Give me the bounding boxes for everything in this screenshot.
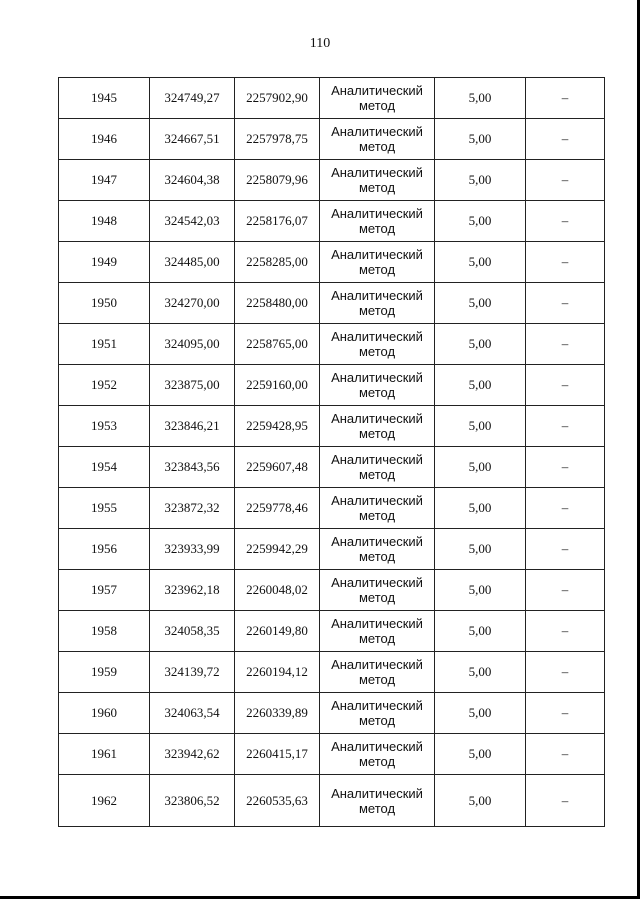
- x-coordinate-cell: 324604,38: [150, 160, 235, 201]
- y-coordinate-cell: 2259778,46: [235, 488, 320, 529]
- y-coordinate-cell: 2258765,00: [235, 324, 320, 365]
- accuracy-cell: 5,00: [435, 365, 526, 406]
- accuracy-cell: 5,00: [435, 529, 526, 570]
- x-coordinate-cell: 324542,03: [150, 201, 235, 242]
- y-coordinate-cell: 2259942,29: [235, 529, 320, 570]
- note-cell: –: [526, 775, 605, 827]
- x-coordinate-cell: 323846,21: [150, 406, 235, 447]
- y-coordinate-cell: 2260415,17: [235, 734, 320, 775]
- x-coordinate-cell: 324095,00: [150, 324, 235, 365]
- table-row: [59, 570, 605, 611]
- accuracy-cell: 5,00: [435, 652, 526, 693]
- method-cell: Аналитический метод: [320, 78, 435, 119]
- method-cell: Аналитический метод: [320, 611, 435, 652]
- note-cell: –: [526, 693, 605, 734]
- note-cell: –: [526, 78, 605, 119]
- table-row: [59, 488, 605, 529]
- note-cell: –: [526, 570, 605, 611]
- point-number-cell: 1945: [59, 78, 150, 119]
- note-cell: –: [526, 201, 605, 242]
- accuracy-cell: 5,00: [435, 447, 526, 488]
- method-cell: Аналитический метод: [320, 242, 435, 283]
- table-row: [59, 242, 605, 283]
- x-coordinate-cell: 324139,72: [150, 652, 235, 693]
- accuracy-cell: 5,00: [435, 242, 526, 283]
- point-number-cell: 1955: [59, 488, 150, 529]
- accuracy-cell: 5,00: [435, 693, 526, 734]
- y-coordinate-cell: 2259428,95: [235, 406, 320, 447]
- y-coordinate-cell: 2258480,00: [235, 283, 320, 324]
- note-cell: –: [526, 242, 605, 283]
- method-cell: Аналитический метод: [320, 693, 435, 734]
- method-cell: Аналитический метод: [320, 283, 435, 324]
- method-cell: Аналитический метод: [320, 488, 435, 529]
- method-cell: Аналитический метод: [320, 775, 435, 827]
- accuracy-cell: 5,00: [435, 734, 526, 775]
- accuracy-cell: 5,00: [435, 201, 526, 242]
- point-number-cell: 1952: [59, 365, 150, 406]
- point-number-cell: 1953: [59, 406, 150, 447]
- accuracy-cell: 5,00: [435, 406, 526, 447]
- note-cell: –: [526, 611, 605, 652]
- y-coordinate-cell: 2260048,02: [235, 570, 320, 611]
- accuracy-cell: 5,00: [435, 283, 526, 324]
- point-number-cell: 1958: [59, 611, 150, 652]
- x-coordinate-cell: 324485,00: [150, 242, 235, 283]
- x-coordinate-cell: 323872,32: [150, 488, 235, 529]
- note-cell: –: [526, 734, 605, 775]
- point-number-cell: 1962: [59, 775, 150, 827]
- table-row: [59, 201, 605, 242]
- y-coordinate-cell: 2259607,48: [235, 447, 320, 488]
- note-cell: –: [526, 283, 605, 324]
- method-cell: Аналитический метод: [320, 119, 435, 160]
- x-coordinate-cell: 324667,51: [150, 119, 235, 160]
- table-row: [59, 693, 605, 734]
- table-row: [59, 119, 605, 160]
- point-number-cell: 1956: [59, 529, 150, 570]
- table-row: [59, 365, 605, 406]
- method-cell: Аналитический метод: [320, 529, 435, 570]
- point-number-cell: 1960: [59, 693, 150, 734]
- table-row: [59, 406, 605, 447]
- point-number-cell: 1947: [59, 160, 150, 201]
- x-coordinate-cell: 323933,99: [150, 529, 235, 570]
- accuracy-cell: 5,00: [435, 78, 526, 119]
- note-cell: –: [526, 119, 605, 160]
- point-number-cell: 1959: [59, 652, 150, 693]
- y-coordinate-cell: 2260535,63: [235, 775, 320, 827]
- table-row: [59, 775, 605, 827]
- x-coordinate-cell: 324058,35: [150, 611, 235, 652]
- y-coordinate-cell: 2260194,12: [235, 652, 320, 693]
- y-coordinate-cell: 2258176,07: [235, 201, 320, 242]
- method-cell: Аналитический метод: [320, 324, 435, 365]
- note-cell: –: [526, 406, 605, 447]
- x-coordinate-cell: 324749,27: [150, 78, 235, 119]
- note-cell: –: [526, 160, 605, 201]
- method-cell: Аналитический метод: [320, 447, 435, 488]
- method-cell: Аналитический метод: [320, 570, 435, 611]
- table-row: [59, 652, 605, 693]
- note-cell: –: [526, 652, 605, 693]
- y-coordinate-cell: 2258285,00: [235, 242, 320, 283]
- point-number-cell: 1948: [59, 201, 150, 242]
- x-coordinate-cell: 324270,00: [150, 283, 235, 324]
- method-cell: Аналитический метод: [320, 734, 435, 775]
- y-coordinate-cell: 2258079,96: [235, 160, 320, 201]
- note-cell: –: [526, 488, 605, 529]
- method-cell: Аналитический метод: [320, 160, 435, 201]
- accuracy-cell: 5,00: [435, 611, 526, 652]
- method-cell: Аналитический метод: [320, 201, 435, 242]
- accuracy-cell: 5,00: [435, 119, 526, 160]
- table-row: [59, 734, 605, 775]
- x-coordinate-cell: 324063,54: [150, 693, 235, 734]
- table-row: [59, 283, 605, 324]
- note-cell: –: [526, 529, 605, 570]
- accuracy-cell: 5,00: [435, 160, 526, 201]
- accuracy-cell: 5,00: [435, 570, 526, 611]
- coordinates-table-body: [59, 78, 605, 827]
- method-cell: Аналитический метод: [320, 365, 435, 406]
- point-number-cell: 1951: [59, 324, 150, 365]
- table-row: [59, 78, 605, 119]
- x-coordinate-cell: 323962,18: [150, 570, 235, 611]
- point-number-cell: 1946: [59, 119, 150, 160]
- method-cell: Аналитический метод: [320, 652, 435, 693]
- point-number-cell: 1957: [59, 570, 150, 611]
- accuracy-cell: 5,00: [435, 775, 526, 827]
- point-number-cell: 1961: [59, 734, 150, 775]
- y-coordinate-cell: 2259160,00: [235, 365, 320, 406]
- accuracy-cell: 5,00: [435, 488, 526, 529]
- y-coordinate-cell: 2260339,89: [235, 693, 320, 734]
- x-coordinate-cell: 323942,62: [150, 734, 235, 775]
- x-coordinate-cell: 323875,00: [150, 365, 235, 406]
- x-coordinate-cell: 323806,52: [150, 775, 235, 827]
- point-number-cell: 1949: [59, 242, 150, 283]
- table-row: [59, 324, 605, 365]
- table-row: [59, 611, 605, 652]
- y-coordinate-cell: 2257978,75: [235, 119, 320, 160]
- point-number-cell: 1950: [59, 283, 150, 324]
- coordinates-table: [58, 77, 605, 827]
- note-cell: –: [526, 324, 605, 365]
- page-number: 110: [309, 36, 331, 51]
- table-row: [59, 447, 605, 488]
- note-cell: –: [526, 365, 605, 406]
- y-coordinate-cell: 2257902,90: [235, 78, 320, 119]
- table-row: [59, 529, 605, 570]
- x-coordinate-cell: 323843,56: [150, 447, 235, 488]
- note-cell: –: [526, 447, 605, 488]
- table-row: [59, 160, 605, 201]
- y-coordinate-cell: 2260149,80: [235, 611, 320, 652]
- point-number-cell: 1954: [59, 447, 150, 488]
- accuracy-cell: 5,00: [435, 324, 526, 365]
- method-cell: Аналитический метод: [320, 406, 435, 447]
